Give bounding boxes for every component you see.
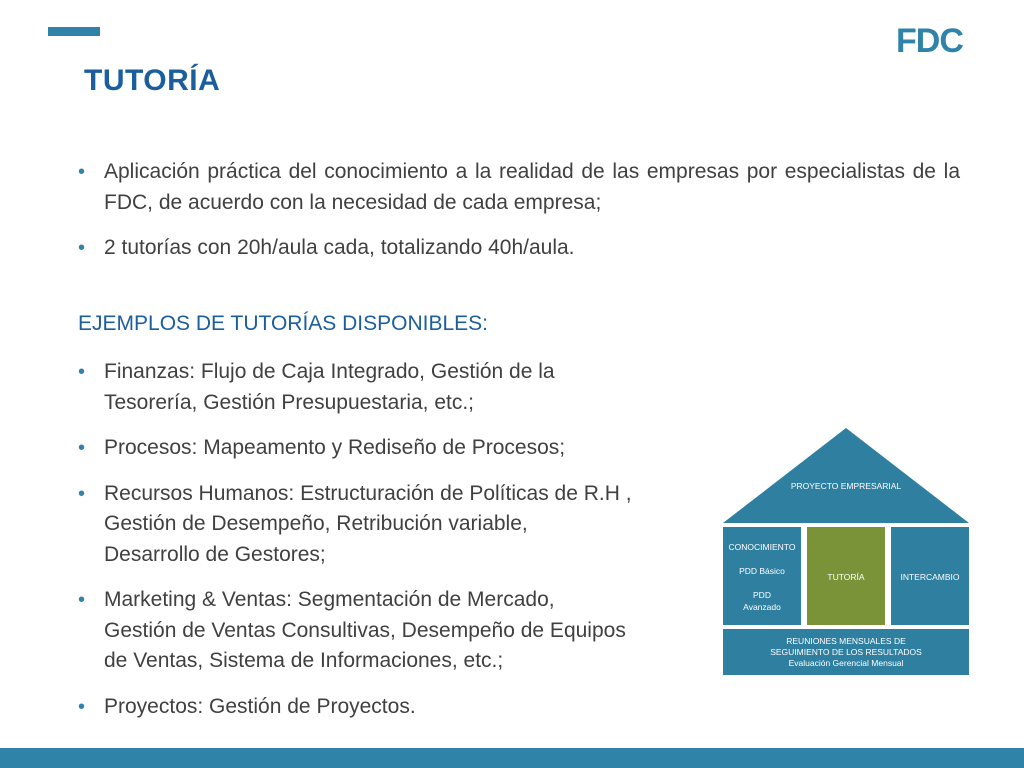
fdc-logo: [896, 22, 978, 56]
example-line: Desarrollo de Gestores;: [104, 542, 326, 566]
example-line: Proyectos: Gestión de Proyectos.: [104, 694, 416, 718]
page-title: TUTORÍA: [84, 64, 221, 97]
example-line: Recursos Humanos: Estructuración de Políticas de R.H ,: [104, 481, 632, 505]
footer-accent-bar: [0, 748, 1024, 768]
example-bullet-marketing: [78, 585, 718, 677]
pillar-conocimiento-title: CONOCIMIENTO: [728, 542, 796, 552]
bullet-icon: •: [78, 482, 86, 505]
pillar-conocimiento-item: Avanzado: [743, 602, 781, 612]
example-bullet-proyectos: [78, 692, 718, 723]
intro-bullet-text: 2 tutorías con 20h/aula cada, totalizando 40h/aula.: [104, 236, 575, 259]
example-line: Finanzas: Flujo de Caja Integrado, Gestión de la: [104, 360, 555, 383]
example-bullet-recursos-humanos: [78, 479, 718, 571]
intro-bullet: [78, 157, 960, 218]
pillar-tutoria-label: TUTORÍA: [827, 572, 865, 582]
example-line: de Ventas, Sistema de Informaciones, etc.;: [104, 649, 504, 672]
bullet-icon: •: [78, 237, 86, 259]
intro-bullet-text: Aplicación práctica del conocimiento a la realidad de las empresas por especialistas de la FDC, de acuerdo con la necesidad de cada empresa;: [104, 160, 960, 214]
bullet-icon: •: [78, 161, 86, 183]
example-line: Gestión de Desempeño, Retribución variable,: [104, 512, 528, 535]
pillar-conocimiento-item: PDD Básico: [739, 566, 785, 576]
base-label: REUNIONES MENSUALES DE: [786, 636, 906, 646]
fdc-logo-text: FDC: [896, 22, 963, 56]
examples-heading: EJEMPLOS DE TUTORÍAS DISPONIBLES:: [78, 312, 489, 335]
top-accent-bar: [48, 27, 100, 36]
bullet-icon: •: [78, 695, 86, 718]
example-bullet-finanzas: [78, 357, 718, 418]
base-label: SEGUIMIENTO DE LOS RESULTADOS: [770, 647, 922, 657]
bullet-icon: •: [78, 437, 86, 459]
example-line: Gestión de Ventas Consultivas, Desempeño de Equipos: [104, 618, 626, 642]
roof-label: PROYECTO EMPRESARIAL: [790, 481, 902, 491]
intro-bullet: [78, 233, 960, 264]
example-line: Tesorería, Gestión Presupuestaria, etc.;: [104, 390, 475, 414]
house-diagram: [720, 425, 972, 677]
examples-bullet-list: [78, 357, 718, 737]
roof-shape: [723, 428, 969, 523]
example-line: Marketing & Ventas: Segmentación de Mercado,: [104, 588, 555, 611]
bullet-icon: •: [78, 361, 86, 383]
pillar-conocimiento-item: PDD: [753, 590, 771, 600]
intro-bullet-list: [78, 157, 960, 279]
example-line: Procesos: Mapeamento y Rediseño de Procesos;: [104, 436, 566, 459]
example-bullet-procesos: [78, 433, 718, 464]
base-label: Evaluación Gerencial Mensual: [788, 658, 904, 668]
bullet-icon: •: [78, 589, 86, 611]
pillar-intercambio-label: INTERCAMBIO: [900, 572, 960, 582]
